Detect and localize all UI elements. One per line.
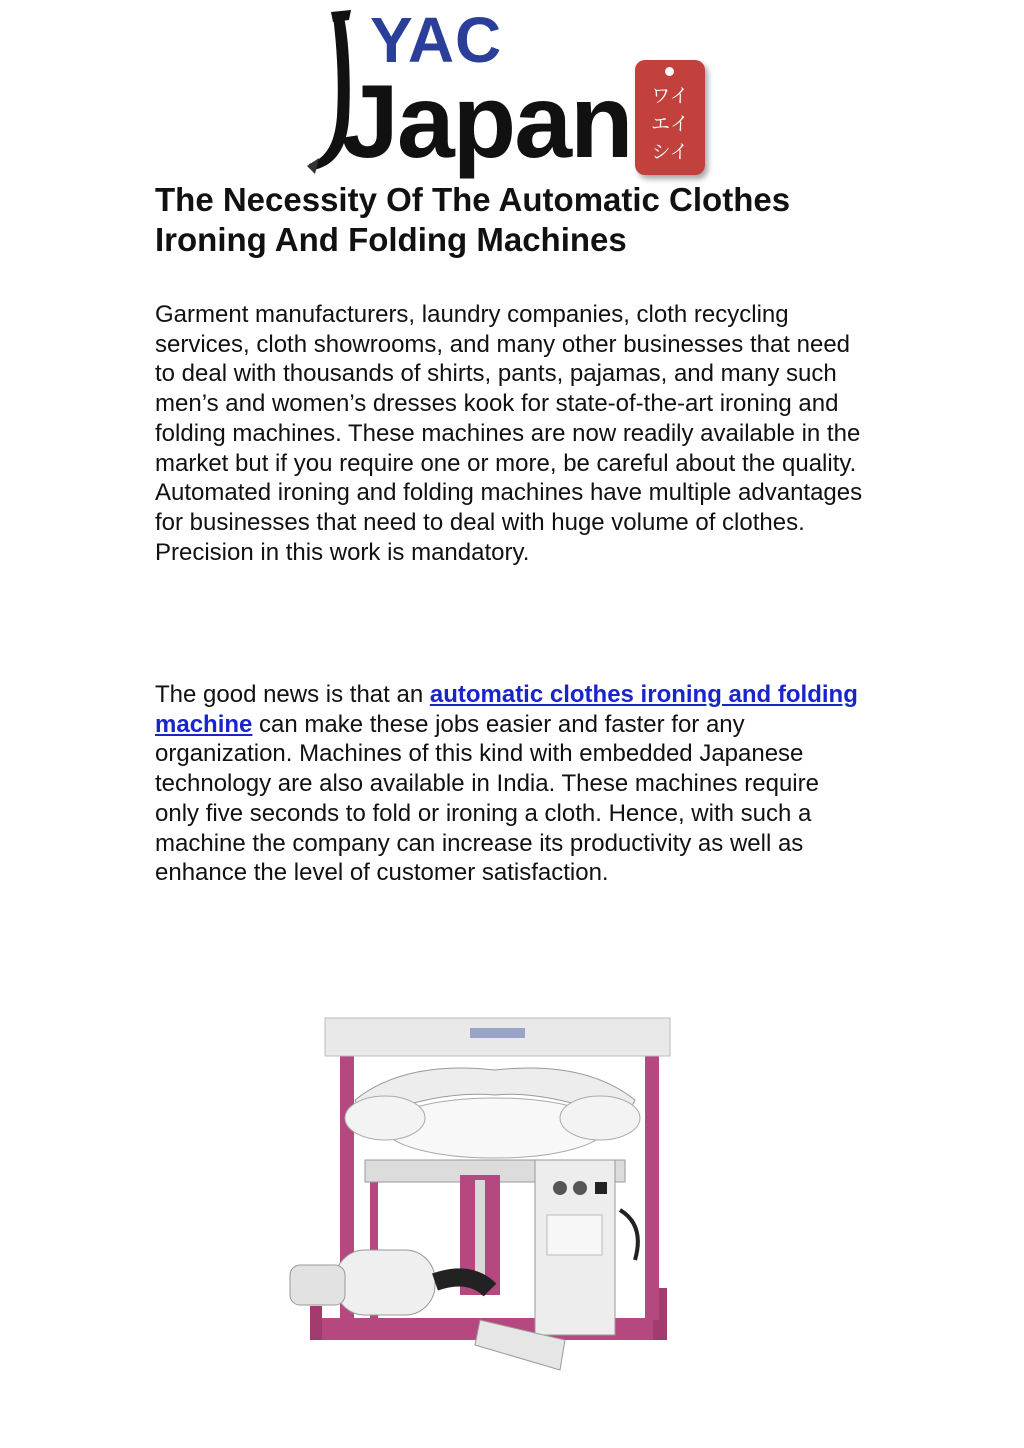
kana-tag bbox=[635, 60, 705, 175]
machine-product-link[interactable]: automatic clothes ironing and folding machine bbox=[155, 681, 858, 738]
paragraph-text: can make these jobs easier and faster for any organization. Machines of this kind with embedded Japanese technology are also available in India. These machines require only five seconds to fold or ironing a cloth. Hence, with such a machine the company can increase its productivity as well as enhance the level of customer satisfaction. bbox=[155, 710, 819, 887]
paragraph-intro: Garment manufacturers, laundry companies, cloth recycling services, cloth showrooms, and many other businesses that need to deal with thousands of shirts, pants, pajamas, and many such men’s and women’s dresses kook for state-of-the-art ironing and folding machines. These machines are now readily available in the market but if you require one or more, be careful about the quality. Automated ironing and folding machines have multiple advantages for businesses that need to deal with huge volume of clothes. Precision in this work is mandatory. bbox=[155, 301, 863, 566]
yac-japan-logo bbox=[305, 4, 715, 180]
kana-line: エイ bbox=[650, 113, 689, 135]
kana-text bbox=[635, 82, 705, 166]
paragraph-good-news bbox=[155, 680, 865, 888]
ironing-machine-image bbox=[285, 1010, 685, 1385]
kana-line: ワイ bbox=[651, 85, 689, 107]
tag-hole bbox=[665, 67, 674, 76]
logo-japan-text: Japan bbox=[341, 64, 632, 180]
article-title: The Necessity Of The Automatic Clothes Ironing And Folding Machines bbox=[155, 181, 791, 258]
kana-line: シイ bbox=[651, 141, 689, 163]
paragraph-text: The good news is that an bbox=[155, 681, 430, 708]
logo-yac-text: YAC bbox=[370, 4, 503, 76]
